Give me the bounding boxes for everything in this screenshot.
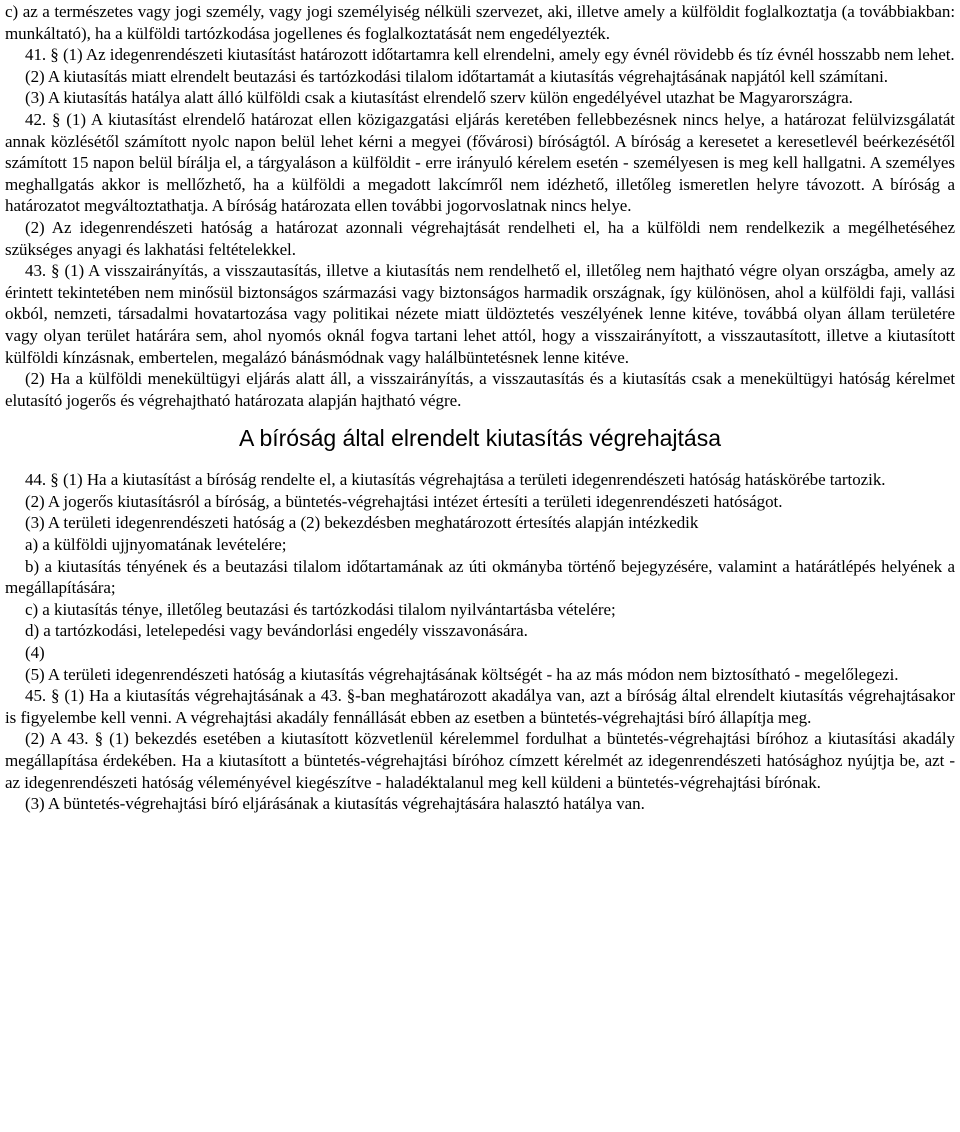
paragraph-43-2: (2) Ha a külföldi menekültügyi eljárás alatt áll, a visszairányítás, a visszautasítás és a kiutasítás csak a menekültügyi hatóság kérelmet elutasító jogerős és végrehajtható határozata alapján hajtható végre.	[5, 369, 955, 410]
paragraph-45-2: (2) A 43. § (1) bekezdés esetében a kiutasított közvetlenül kérelemmel fordulhat a büntetés-végrehajtási bíróhoz a kiutasítási akadály megállapítása érdekében. Ha a kiutasított a büntetés-végrehajtási bíróhoz címzett kérelmét az idegenrendészeti hatósághoz nyújtja be, azt - az idegenrendészeti hatóság véleményével kiegészítve - haladéktalanul meg kell küldeni a büntetés-végrehajtási bírónak.	[5, 729, 955, 792]
list-item-b: b) a kiutasítás tényének és a beutazási tilalom időtartamának az úti okmányba történő bejegyzésére, valamint a határátlépés helyének a megállapítására;	[5, 556, 955, 598]
paragraph-44-2: (2) A jogerős kiutasításról a bíróság, a büntetés-végrehajtási intézet értesíti a területi idegenrendészeti hatóságot.	[25, 491, 783, 511]
paragraph-44-5: (5) A területi idegenrendészeti hatóság a kiutasítás végrehajtásának költségét - ha az más módon nem biztosítható - megelőlegezi.	[25, 664, 899, 684]
paragraph-44-1: 44. § (1) Ha a kiutasítást a bíróság rendelte el, a kiutasítás végrehajtása a területi idegenrendészeti hatóság hatáskörébe tartozik.	[25, 470, 886, 490]
paragraph-45-3: (3) A büntetés-végrehajtási bíró eljárásának a kiutasítás végrehajtására halasztó hatálya van.	[25, 794, 645, 814]
list-item-c: c) a kiutasítás ténye, illetőleg beutazási és tartózkodási tilalom nyilvántartásba vételére;	[25, 599, 616, 619]
paragraph-41-2: (2) A kiutasítás miatt elrendelt beutazási és tartózkodási tilalom időtartamát a kiutasítás végrehajtásának napjától kell számítani.	[25, 66, 888, 86]
paragraph-40-1c: c) az a természetes vagy jogi személy, vagy jogi személyiség nélküli szervezet, aki, illetve amely a külföldit foglalkoztatja (a továbbiakban: munkáltató), ha a külföldi tartózkodása jogellenes és foglalkoztatását nem engedélyezték.	[5, 2, 955, 43]
section-heading: A bíróság által elrendelt kiutasítás végrehajtása	[238, 425, 721, 452]
paragraph-41-3: (3) A kiutasítás hatálya alatt álló külföldi csak a kiutasítást elrendelő szerv külön engedélyével utazhat be Magyarországra.	[25, 88, 853, 108]
paragraph-42-1: 42. § (1) A kiutasítást elrendelő határozat ellen közigazgatási eljárás keretében fellebbezésnek nincs helye, a határozat felülvizsgálatát annak közlésétől számított nyolc napon belül lehet kérni a megyei (fővárosi) bíróságtól. A bíróság a keresetet a keresetlevél beérkezésétől számított 15 napon belül bírálja el, a tárgyaláson a külföldit - erre irányuló kérelem esetén - személyesen is meg kell hallgatni. A személyes meghallgatás akkor is mellőzhető, ha a külföldi a megadott lakcímről nem idézhető, illetőleg ismeretlen helyre távozott. A bíróság a határozatot megváltoztathatja. A bíróság határozata ellen további jogorvoslatnak nincs helye.	[5, 109, 955, 216]
list-item-a: a) a külföldi ujjnyomatának levételére;	[25, 535, 287, 555]
paragraph-41-1: 41. § (1) Az idegenrendészeti kiutasítást határozott időtartamra kell elrendelni, amely egy évnél rövidebb és tíz évnél hosszabb nem lehet.	[25, 45, 955, 65]
list-item-d: d) a tartózkodási, letelepedési vagy bevándorlási engedély visszavonására.	[25, 621, 528, 641]
paragraph-44-3: (3) A területi idegenrendészeti hatóság a (2) bekezdésben meghatározott értesítés alapján intézkedik	[25, 513, 699, 533]
paragraph-42-2: (2) Az idegenrendészeti hatóság a határozat azonnali végrehajtását rendelheti el, ha a külföldi nem rendelkezik a megélhetéséhez szükséges anyagi és lakhatási feltételekkel.	[5, 217, 955, 259]
paragraph-44-4: (4)	[25, 643, 45, 663]
paragraph-45-1: 45. § (1) Ha a kiutasítás végrehajtásának a 43. §-ban meghatározott akadálya van, azt a bíróság által elrendelt kiutasítás végrehajtásakor is figyelembe kell venni. A végrehajtási akadály fennállását ebben az esetben a büntetés-végrehajtási bíró állapítja meg.	[5, 686, 955, 727]
paragraph-43-1: 43. § (1) A visszairányítás, a visszautasítás, illetve a kiutasítás nem rendelhető el, illetőleg nem hajtható végre olyan országba, amely az érintett tekintetében nem minősül biztonságos származási vagy biztonságos harmadik országnak, így különösen, ahol a külföldi faji, vallási okból, nemzeti, társadalmi hovatartozása vagy politikai nézete miatt üldöztetés veszélyének lenne kitéve, továbbá olyan állam területére vagy olyan terület határára sem, ahol nyomós oknál fogva tartani lehet attól, hogy a visszairányított, a visszautasított, illetve a kiutasított külföldi kínzásnak, embertelen, megalázó bánásmódnak vagy halálbüntetésnek lenne kitéve.	[5, 261, 955, 367]
